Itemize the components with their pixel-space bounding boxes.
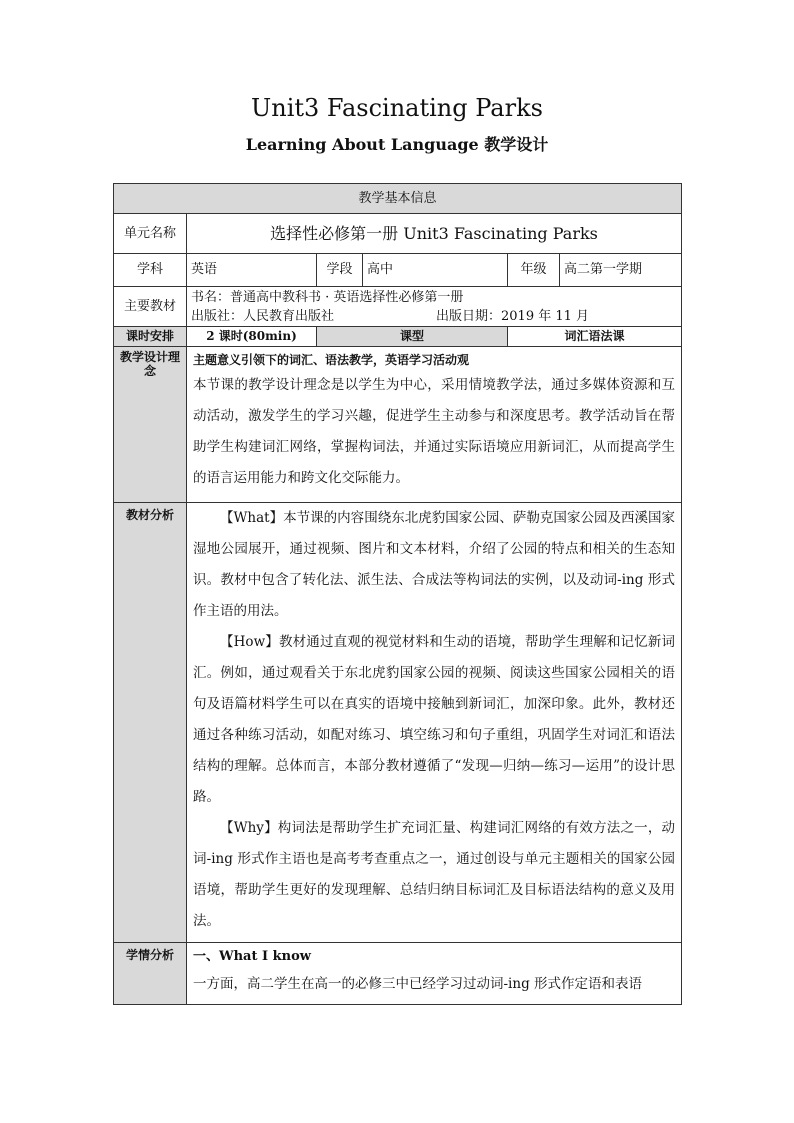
learner-content: [187, 943, 682, 1005]
concept-heading: 主题意义引领下的词汇、语法教学，英语学习活动观: [193, 353, 470, 367]
textbook-name: 书名：普通高中教科书 · 英语选择性必修第一册: [191, 289, 464, 305]
schedule-value: 2 课时(80min): [187, 327, 317, 347]
concept-label: 教学设计理念: [114, 347, 187, 503]
type-value: 词汇语法课: [508, 327, 682, 347]
document-subtitle: Learning About Language 教学设计: [245, 135, 549, 154]
unit-value: 选择性必修第一册 Unit3 Fascinating Parks: [187, 214, 682, 254]
stage-value: 高中: [363, 254, 508, 287]
table-header: 教学基本信息: [114, 184, 682, 214]
concept-content: [187, 347, 682, 503]
grade-label: 年级: [508, 254, 560, 287]
material-what: 【What】本节课的内容围绕东北虎豹国家公园、萨勒克国家公园及西溪国家湿地公园展开，通过视频、图片和文本材料，介绍了公园的特点和相关的生态知识。教材中包含了转化法、派生法、合成法等构词法的实例，以及动词-ing 形式作主语的用法。: [193, 510, 676, 619]
subject-value: 英语: [187, 254, 317, 287]
material-why: 【Why】构词法是帮助学生扩充词汇量、构建词汇网络的有效方法之一，动词-ing 形式作主语也是高考考查重点之一，通过创设与单元主题相关的国家公园语境，帮助学生更好的发现理解、总结归纳目标词汇及目标语法结构的意义及用法。: [193, 820, 676, 929]
textbook-label: 主要教材: [114, 287, 187, 327]
lesson-info-table: [113, 183, 682, 1005]
material-content: [187, 503, 682, 943]
learner-label: 学情分析: [114, 943, 187, 1005]
stage-label: 学段: [317, 254, 363, 287]
textbook-publisher-row: [191, 307, 677, 326]
subject-label: 学科: [114, 254, 187, 287]
type-label: 课型: [317, 327, 508, 347]
grade-value: 高二第一学期: [560, 254, 682, 287]
textbook-publisher: 出版社：人民教育出版社: [191, 308, 335, 324]
material-label: 教材分析: [114, 503, 187, 943]
learner-heading: 一、What I know: [193, 949, 311, 964]
textbook-info: [187, 287, 682, 327]
learner-text: 一方面，高二学生在高一的必修三中已经学习过动词-ing 形式作定语和表语: [193, 976, 643, 992]
concept-text: 本节课的教学设计理念是以学生为中心，采用情境教学法，通过多媒体资源和互动活动，激发学生的学习兴趣，促进学生主动参与和深度思考。教学活动旨在帮助学生构建词汇网络，掌握构词法，并通过实际语境应用新词汇，从而提高学生的语言运用能力和跨文化交际能力。: [193, 377, 676, 486]
textbook-date: 出版日期：2019 年 11 月: [436, 308, 590, 324]
schedule-label: 课时安排: [114, 327, 187, 347]
material-how: 【How】教材通过直观的视觉材料和生动的语境，帮助学生理解和记忆新词汇。例如，通过观看关于东北虎豹国家公园的视频、阅读这些国家公园相关的语句及语篇材料学生可以在真实的语境中接触到新词汇，加深印象。此外，教材还通过各种练习活动，如配对练习、填空练习和句子重组，巩固学生对词汇和语法结构的理解。总体而言，本部分教材遵循了“发现—归纳—练习—运用”的设计思路。: [193, 634, 676, 805]
unit-label: 单元名称: [114, 214, 187, 254]
document-title: Unit3 Fascinating Parks: [251, 94, 543, 122]
